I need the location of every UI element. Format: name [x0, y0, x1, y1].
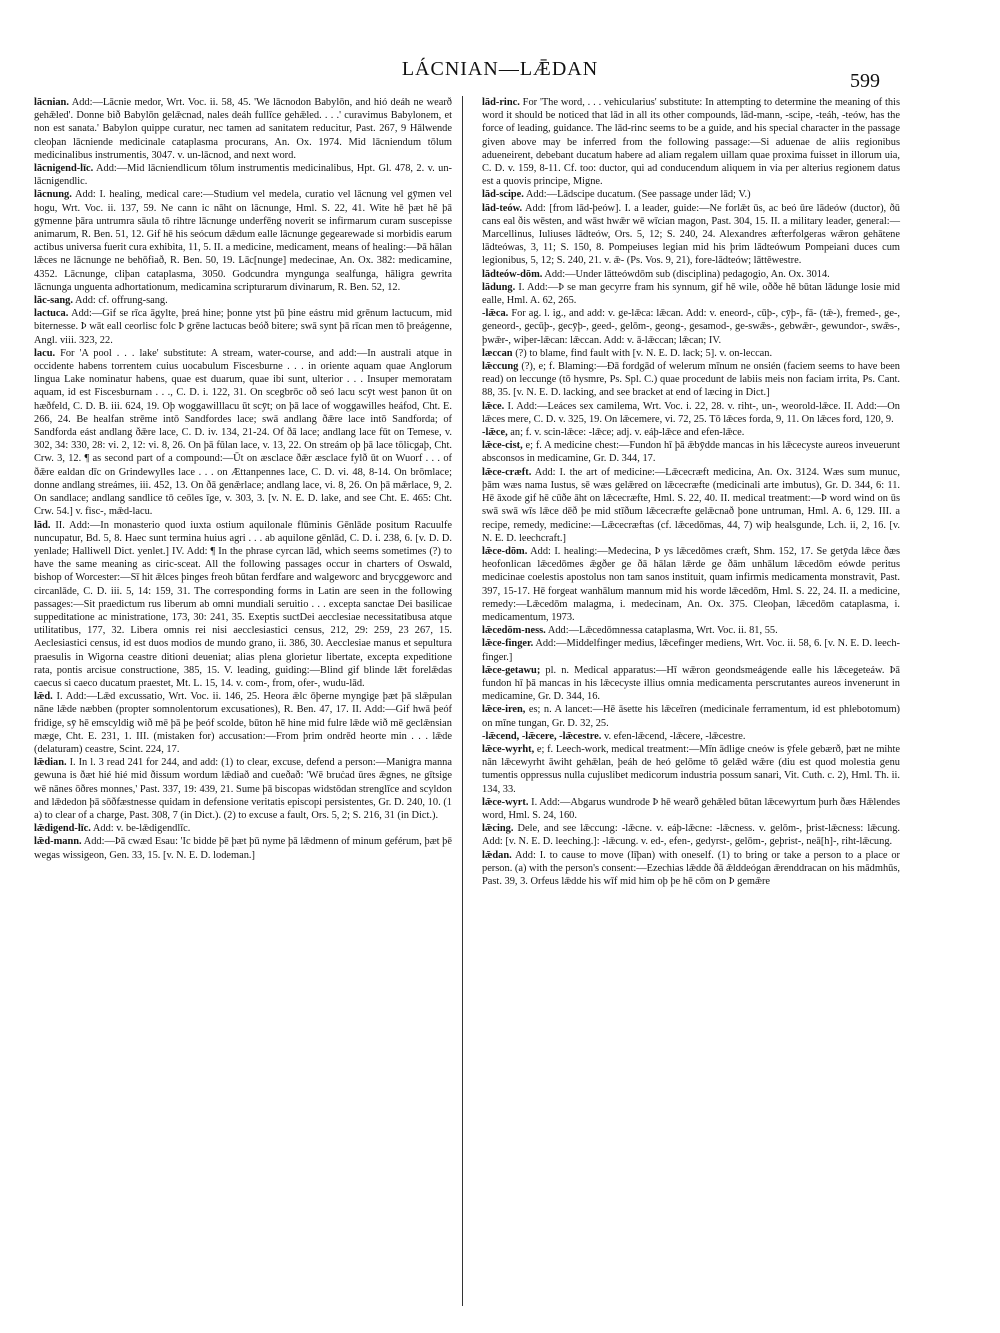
entry-headword: lācnigend-līc. [34, 163, 94, 175]
entry-headword: lād-rinc. [482, 97, 520, 108]
entry-text: Add:—Lādscipe ducatum. (See passage under lād; V.) [525, 189, 751, 201]
entry-text: Add: cf. offrung-sang. [75, 295, 168, 307]
dictionary-entry [482, 466, 900, 545]
running-head: LÁCNIAN—LǢDAN [401, 58, 599, 80]
entry-headword: lǣce-dōm. [482, 545, 528, 557]
entry-text: For 'The word, . . . vehicularius' substitute: In attempting to determine the meaning of this word it should be noticed that lād in all its other compounds, lād-mann, -scipe, -teáh, -teów, has the force of leading, guidance. The lād-rinc seems to be a guide, and his special character in the passage given above may be inferred from the following passage:—Si aduenae de aliis regionibus adueneirent, debebant ducatum habere ad aliam regalem uillam quae proxima fuisset in illorum uia, C. D. v. 159, 8-11. Cf. too: ductor, qui ad conducendum aliquem in via per alterius regionem datus est a quovis principe, Migne. [482, 97, 900, 188]
entry-text: Add:—Mid lācniendlicum tōlum instrumentis medicinalibus, Hpt. Gl. 478, 2. v. un-lācnigendlic. [34, 163, 452, 188]
dictionary-entry [482, 664, 900, 704]
dictionary-entry [482, 545, 900, 624]
entry-text: Add:—Gif se rīca āgylte, þreá hine; þonne ytst þū þine eástru mid grēnum lactucum, mid biternesse. Þ wāt eall ceorlisc folc Þ grēne lactucas beóð bitere; swā synt þā rīcan men tō þreágenne, Angl. viii. 323, 22. [34, 308, 452, 346]
column-divider [462, 96, 463, 1306]
dictionary-entry [482, 307, 900, 347]
entry-text: an; f. v. scin-lǣce: -lǣce; adj. v. eáþ-lǣce and efen-lǣce. [510, 427, 745, 439]
entry-text: For 'A pool . . . lake' substitute: A stream, water-course, and add:—In australi atque in occidente habens torrentem cuius uocabulum Fiscesburne . . . in oriente aquam quae Anglorum lingua Lake nominatur habens, quae est duarum, quae ibi sunt, ulterior . . . Insuper memoratam aquam, id est Fiscesburnam . . ., C. D. i. 122, 31. On scegbrōc oð seó lacu scȳt west þanon ūt on hæðfeld, C. D. B. iii. 624, 19. Oþ woggawilllacu ūt scȳt; on þā lace of woggawilles heáfod, Cht. E. 266, 24. Be healfan strēme intō Sandfordes lace; swā andlang ðǣre lace intō Sandforda; of Sandforda eást andlang ðǣre lace, C. D. iv. 134, 21-24. Of ðā lace; andlang lace fūt on Temese, v. 302, 34: 330, 28: vi. 2, 12: vi. 8, 26. On þā fūlan lace, v. 13, 22. On streám oþ þā lace tōlicgaþ, Cht. Crw. 3, 12. ¶ as second part of a compound:—Ūt on æsclace ðǣr æsclace fylð ūt on Wuorf . . . of ðǣre ealdan dīc on Grindewylles lace . . . on Ættanpennes lace, C. D. vi. 48, 8-14. On brōmlace; donne andlang streámes, iii. 452, 13. On ðā genǣrlace; andlang lace, vi. 8, 26. On þā mǣrlace, 9, 2. On sandlace; andlang sandlice tō ceōles īge, v. 303, 3. [v. N. E. D. lake, and see Cht. E. 465: Cht. Crw. 54.] v. fisc-, mǣd-lacu. [34, 347, 452, 518]
entry-headword: lǣd-mann. [34, 836, 82, 848]
dictionary-entry [34, 347, 452, 519]
dictionary-entry [34, 835, 452, 861]
entry-text: Add: I. the art of medicine:—Lǣcecræft medicina, An. Ox. 3124. Wæs sum munuc, þām wæs nama Iustus, sē wæs gelǣred on lǣcecræfte (medicinali arte imbutus), Gr. D. 344, 6: 11. Hē āxode gif hē cūðe āht on lǣcecræfte, Hml. S. 22, 40. II. medical treatment:—Þ word wind on ūs swā swā wīs lǣce dēð þe mid stīðum lǣcecræfte gelǣcnað þone untruman, Hml. A. 6, 129. III. a recipe, remedy, medicine:—Lǣcecræftas (cf. lǣcedōmas, 44, 7) wiþ healsgunde, Lch. ii, 2, 16. [v. N. E. D. leechcraft.] [482, 466, 900, 544]
entry-text: Add: I. to cause to move (līþan) with oneself. (1) to bring or take a person to a place or person. (a) with the person's consent:—Ezechias lǣdde ðā ǣlddeógan ǣrenddracan on his mādmhūs, Past. 39, 3. Orfeus lǣdde his wīf mid him oþ þe hē cōm on Þ gemǣre [482, 849, 900, 887]
dictionary-entry [34, 307, 452, 347]
entry-text: Add:—Þā cwæd Esau: 'Ic bidde þē þæt þū nyme þā lǣdmenn of minum geférum, þæt þē wegas wissigeon, Gen. 33, 15. [v. N. E. D. lodeman.] [34, 836, 452, 861]
entry-headword: læccan [482, 347, 513, 359]
entry-headword: lādteów-dōm. [482, 268, 543, 280]
entry-headword: lǣce. [482, 400, 505, 412]
entry-headword: lācnung. [34, 189, 72, 201]
dictionary-entry [34, 690, 452, 756]
entry-text: Add:—Under lātteówdōm sub (disciplina) pedagogio, An. Ox. 3014. [544, 268, 830, 280]
entry-headword: -lǣce, [482, 427, 508, 439]
entry-headword: -lǣcend, -lǣcere, -lǣcestre. [482, 730, 602, 742]
entry-headword: lǣce-cræft. [482, 466, 532, 478]
dictionary-entry [482, 703, 900, 729]
entry-headword: lǣce-iren, [482, 704, 526, 716]
dictionary-entry [34, 162, 452, 188]
dictionary-entry [34, 294, 452, 307]
entry-text: Add:—Middelfinger medius, lǣcefinger mediens, Wrt. Voc. ii. 58, 6. [v. N. E. D. leech-finger.] [482, 638, 900, 663]
left-column [34, 96, 452, 862]
entry-headword: lǣdan. [482, 849, 512, 861]
entry-text: pl. n. Medical apparatus:—Hī wǣron geondsmeágende ealle his lǣcegeteáw. Þā fundon hī þā mancas in his lǣcecyste illius omnia medicamenta perscrutantes aureos invenerunt in medicamine, Gr. D. 344, 16. [482, 664, 900, 703]
entry-headword: lǣce-finger. [482, 638, 534, 650]
dictionary-entry [482, 202, 900, 268]
dictionary-entry [34, 519, 452, 691]
dictionary-entry [482, 268, 900, 281]
entry-text: I. Add:—Þ se man gecyrre fram his synnum, gif hē wile, oððe hē būtan lādunge losie mid ealle, Hml. A. 62, 265. [482, 281, 900, 307]
entry-text: Add:—Lācnie medor, Wrt. Voc. ii. 58, 45. 'We lācnodon Babylōn, and hió deáh ne wearð gehǣled'. Donne bið Babylōn gelǣcnad, nales deáh fullīce gehǣled. . . .' curavimus Babylonem, et non est sanata.' Babylon quippe curatur, nec tamen ad sanitatem reducitur, Past. 267, 9 Hālwende cleoþan lācniende medicinale cataplasma procurans, An. Ox. 1974. Mid lācniendum tōlum medicinalibus instrumentis, 3047. v. un-lācnod, and next word. [34, 97, 453, 161]
page-number: 599 [850, 70, 880, 92]
entry-text: Add:—Lǣcedōmnessa cataplasma, Wrt. Voc. ii. 81, 55. [547, 625, 778, 637]
dictionary-entry [34, 188, 452, 294]
entry-headword: lād. [34, 519, 51, 531]
dictionary-entry [482, 360, 900, 400]
entry-headword: lǣce-getawu; [482, 664, 541, 676]
dictionary-entry [34, 756, 452, 822]
entry-headword: lācnian. [34, 97, 69, 108]
entry-headword: lactuca. [34, 308, 69, 320]
entry-headword: lǣce-wyrt. [482, 796, 529, 808]
dictionary-entry [482, 796, 900, 822]
entry-text: I. Add:—Leáces sex camilema, Wrt. Voc. i. 22, 28. v. riht-, un-, weorold-lǣce. II. Add:—On lǣces mere, C. D. v. 325, 19. On lǣcemere, vi. 72, 25. Tō lǣces forda, 9, 11. On lǣces ford, 120, 9. [482, 400, 900, 425]
entry-headword: lǣce-cist, [482, 440, 523, 452]
entry-text: Dele, and see lǣccung: -lǣcne. v. eáþ-lǣcne: -lǣcness. v. gelōm-, þrist-lǣcness: lǣcung. Add: [v. N. E. D. leeching.]: -lǣcung. v. ed-, efen-, gedyrst-, gelōm-, geþrist-, neā[h]-, riht-lǣcung. [482, 823, 900, 848]
entry-text: (?), e; f. Blaming:—Ðā fordgād of welerum mīnum ne onsién (faciem seems to have been read) on leccunge (tō hysmre, Ps. Spl. C.) quae procedunt de labiis meis non faciam irrita, Ps. Cant. 88, 35. [v. N. E. D. lacking, and see bracket at end of læcing in Dict.] [482, 361, 900, 399]
entry-headword: lāc-sang. [34, 295, 73, 307]
entry-text: Add: v. be-lǣdigendlīc. [92, 823, 191, 835]
dictionary-entry [482, 188, 900, 201]
dictionary-entry [482, 822, 900, 848]
entry-text: For ag. l. ig., and add: v. ge-lǣca: lǣcan. Add: v. eneord-, cūþ-, cȳþ-, fā- (tǣ-), fremed-, ge-, geneord-, gecūþ-, gecȳþ-, geed-, gelōm-, geong-, gesamod-, ge-swǣs-, gebwǣr-, gewundor-, swǣs-, þwǣr-, wiþer-lǣcan: lǣccan. Add: v. ā-lǣccan; lǣcan; IV. [482, 308, 900, 346]
entry-headword: lǣd. [34, 691, 53, 703]
entry-text: I. Add:—Abgarus wundrode Þ hē wearð gehǣled būtan lǣcewyrtum þurh ðæs Hǣlendes word, Hml. S. 24, 160. [482, 796, 900, 821]
entry-text: (?) to blame, find fault with [v. N. E. D. lack; 5]. v. on-leccan. [515, 347, 773, 359]
dictionary-entry [482, 347, 900, 360]
entry-headword: lǣcing. [482, 823, 514, 835]
entry-headword: -lǣca. [482, 308, 509, 320]
right-column [482, 96, 900, 888]
dictionary-entry [482, 400, 900, 426]
entry-headword: lǣccung [482, 361, 519, 373]
entry-headword: lǣdian. [34, 757, 67, 769]
entry-text: es; n. A lancet:—Hē āsette his lǣceīren (medicinale ferramentum, id est phlebotomum) on mīne tungan, Gr. D. 32, 25. [482, 704, 900, 729]
entry-text: e; f. Leech-work, medical treatment:—Mīn ādlige cneów is ȳfele gebærð, þæt ne mihte nān lǣcewyrht āwiht gehǣlan, þeáh de heó gelōme tō gelǣd wǣre (diu est quod molestia genu tumentis oppressus nulla cujuslibet medicorum industria possum sanari, Vit. Cuth. c. 2), Hml. Th. ii. 134, 33. [482, 743, 900, 795]
entry-text: Add: I. healing:—Medecina, Þ ys lǣcedōmes cræft, Shm. 152, 17. Se getȳda lǣce ðæs heofonlican lǣcedōmes ǣgðer ge ðā hālan lǣrde ge ðām unhālum lǣcedōm eówde peritus medicinae coelestis apostolus non tam sanos instituit, quam infirmis medicamenta monstravit, Past. 397, 15-17. Hē forgeat wanhālum mannum mid his worde lǣcedōm, Hml. S. 22, 24. II. a medicine, remedy:—Lǣcedōm malagma, i. medecinam, An. Ox. 375. Cleoþan, lǣcedōm cataplasma, i. medicamentum, 1973. [482, 545, 900, 623]
dictionary-entry [34, 822, 452, 835]
entry-headword: lǣcedōm-ness. [482, 625, 546, 637]
entry-headword: lād-teów. [482, 202, 523, 214]
entry-headword: lādung. [482, 281, 516, 293]
dictionary-entry [482, 426, 900, 439]
entry-text: v. efen-lǣcend, -lǣcere, -lǣcestre. [603, 730, 746, 742]
dictionary-entry [482, 281, 900, 307]
dictionary-entry [34, 96, 452, 162]
entry-text: I. In l. 3 read 241 for 244, and add: (1) to clear, excuse, defend a person:—Manigra manna gewuna is ðæt hié hié mid ðissum wordum lǣdiað and cueðað: 'Wē bruċad ūres ǣgnes, ne gītsige wē nānes ōðres monnes,' Past. 337, 19: 439, 21. Sume þā biscopas widstōdan strenglīce and scyldon and lǣdedon þā sōðfæstnesse quidam in defensione veritatis episcopi persistentes, Gr. D. 240, 10. (1 a) to clear of a charge, Past. 308, 7 (in Dict.). (2) to excuse a fault, Ors. 5, 2; S. 216, 31 (in Dict.). [34, 757, 452, 821]
entry-text: Add: I. healing, medical care:—Studium vel medela, curatio vel lācnung vel gȳmen vel hogu, Wrt. Voc. ii. 137, 59. Ne cann ic nāht on lācnunge, Hml. S. 22, 41. Wite hē þæt hē þā gȳmenne þāra untrumra sāula tō rihtre lācnunge underfēng noverit se infirmarum curam suscepisse animarum, R. Ben. 51, 12. Gif hē his seócum dǣdum ealle lācnunge gegearewade si morbidis earum actibus universa fuerit cura exhibita, 11, 5. II. a medicine, medicament, means of healing:—Þā hālan lǣces ne lācnunge ne behōfiað, R. Ben. 50, 19. Lāc[nunge] medecinae, An. Ox. 382: medicamine, 4352. Lācnunge, cliþan cataplasma, 3050. Godcundra myngunga sealfunga, hāligra gewrita lācnunga unguenta adhortationum, medicamina scripturarum divinarum, R. Ben. 52, 12. [34, 189, 452, 293]
entry-headword: lacu. [34, 347, 56, 359]
dictionary-entry [482, 96, 900, 188]
entry-headword: lād-scipe. [482, 189, 524, 201]
dictionary-entry [482, 730, 900, 743]
entry-headword: lǣdigend-līc. [34, 823, 91, 835]
dictionary-entry [482, 849, 900, 889]
dictionary-entry [482, 439, 900, 465]
entry-text: e; f. A medicine chest:—Fundon hī þā ǣbȳdde mancas in his lǣcecyste aureos inveuerunt absconsos in medicamine, Gr. D. 344, 17. [482, 440, 900, 465]
entry-text: II. Add:—In monasterio quod iuxta ostium aquilonale flūminis Gēnlāde positum Racuulfe nuncupatur, Bd. 5, 8. Haec sunt termina huius agri . . . ab aquilone gēnlād, C. D. i. 238, 6. [v. D. D. yenlade; Halliwell Dict. yenlet.] IV. Add: ¶ In the phrase cyrcan lād, which seems sometimes (?) to have the same meaning as ciric-sceat. All the following passages occur in charters of Oswald, bishop of Worcester:—Sī hit ǣlces þinges freoh būtan ferdfare and walgeworc and brycggeworc and circanlāde, C. D. iii. 5, 14: 159, 31. The corresponding forms in Latin are seen in the following passages:—Sit praedictum rus liberum ab omni mundiali seruitio . . . excepta sanctae Dei basilicae suppeditatione ac ministratione, 173, 30: 241, 35. Exeptis suctDei aecclesiae necessitatibusa atque utilitatibus, 177, 32. Libera omnis rei nisi aecclesiastici census, 212, 29: 259, 23 267, 15. Aeclesiastici census, id est duos modios de mundo grano, ii. 386, 30. Aecclesiae manus et sepultura praesulis in Wigorna ceastre ditioni deueniat; alias plena glorietur libertate, excepta expeditione rata, pontis arcisue constructione, 385, 15. V. leading, guiding:—Blind gif blinde lǣt forelǣdas caecus si caeco ducatum praestet, Mt. L. 15, 14. v. com-, from, ofer-, wudu-lād. [34, 519, 452, 689]
dictionary-entry [482, 637, 900, 663]
entry-text: I. Add:—Lǣd excussatio, Wrt. Voc. ii. 146, 25. Heora ǣlc ōþerne myngige þæt þā slǣpulan nāne lǣde næbben (propter somnolentorum excusationes), R. Ben. 47, 17. II. Add:—Gif hwā þeóf fridige, sȳ hē emscyldig wið mē þā þe þeóf scolde, būton hē hine mid fulre lǣde wið mē geclǣnsian mæge, Cht. E. 231, 1. III. (mistaken for) accusation:—From þrim ondrēd heorte min . . . lǣde (delaturam) ceastre, Scint. 224, 17. [34, 691, 452, 755]
entry-headword: lǣce-wyrht, [482, 743, 535, 755]
dictionary-entry [482, 743, 900, 796]
dictionary-entry [482, 624, 900, 637]
entry-text: Add: [from lād-þeów]. I. a leader, guide:—Ne forlǣt ūs, ac beó ūre lādeów (ductor), ðū cans eal ðis wēsten, and wāst hwǣr wē wīcian magon, Past. 304, 15. II. a military leader, general:—Marcellinus, Iuliuses lādteów, Ors. 5, 12; S. 240, 24. Alexandres æfterfolgeras wǣron gehātene lādteówas, 3, 11; S. 150, 8. Pompeiuses legian mid his þrim lādteówum Pompeiani duces cum legionibus, 5, 12; S. 240, 21. v. ǣ- (Ps. Vos. 9, 21), fore-lādteów; lāttēwestre. [482, 202, 900, 267]
